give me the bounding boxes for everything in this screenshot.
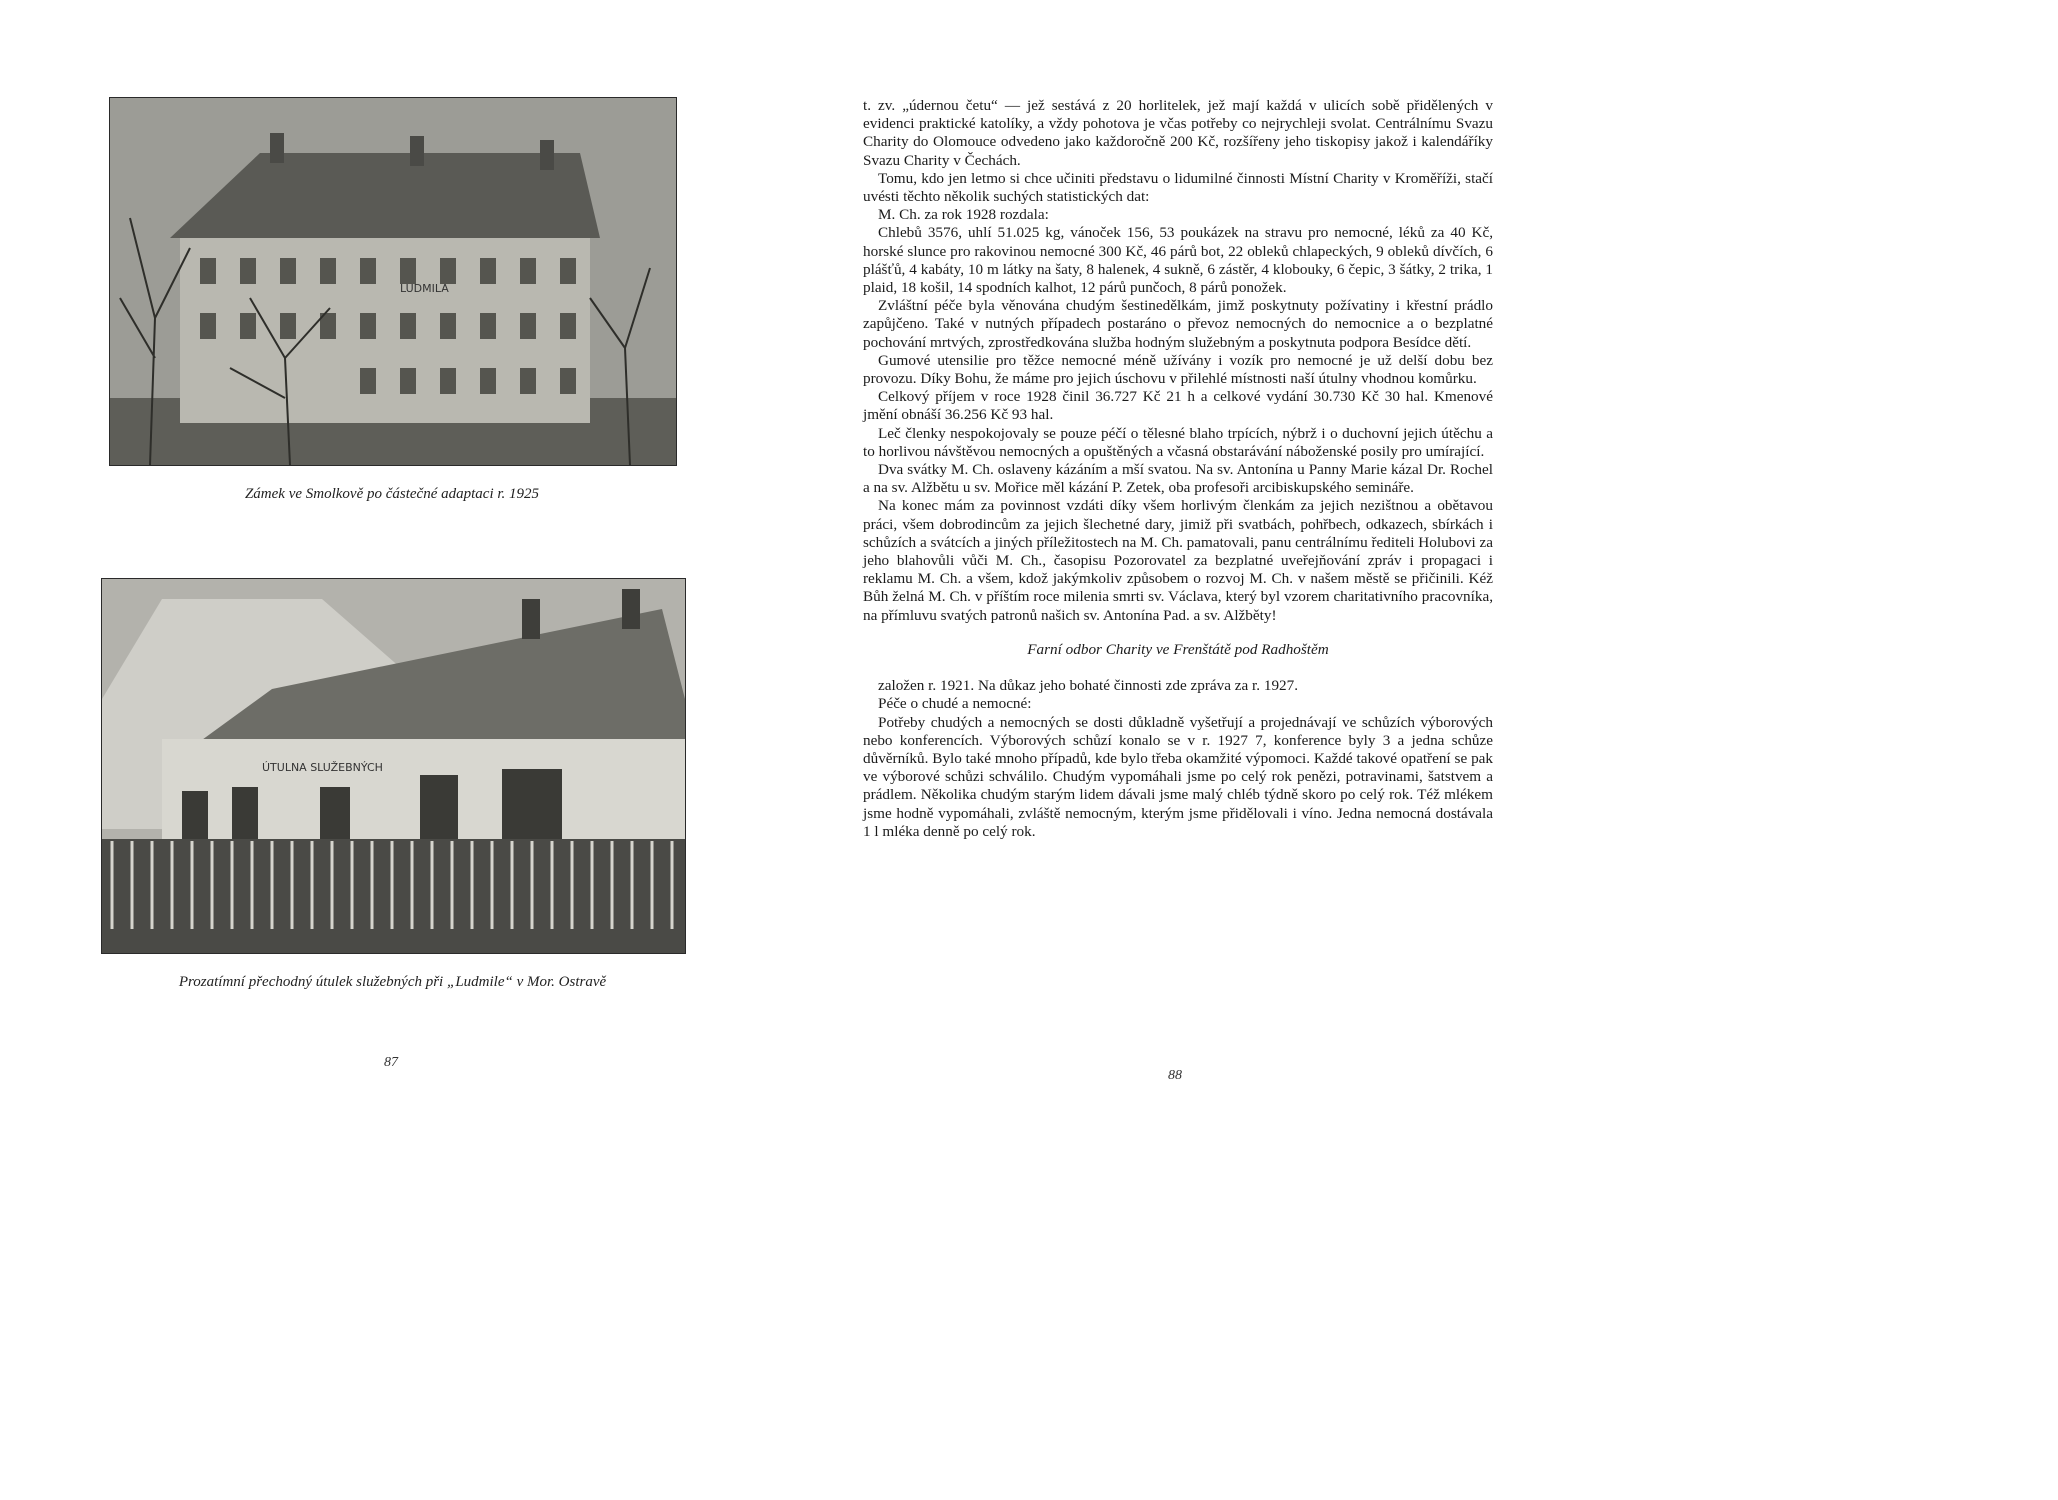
paragraph: Gumové utensilie pro těžce nemocné méně užívány i vozík pro nemocné je už delší dobu bez provozu. Díky Bohu, že máme pro jejich úschovu v přilehlé místnosti naší útulny vhodnou komůrku. xyxy=(863,351,1493,388)
paragraph: Celkový příjem v roce 1928 činil 36.727 Kč 21 h a celkové vydání 30.730 Kč 30 hal. Kmenové jmění obnáší 36.256 Kč 93 hal. xyxy=(863,388,1493,424)
shelter-sign: ÚTULNA SLUŽEBNÝCH xyxy=(262,761,383,774)
page-number-left: 87 xyxy=(384,1055,398,1070)
photo-servants-shelter xyxy=(101,578,686,954)
ludmila-sign: LUDMILA xyxy=(400,282,449,295)
paragraph: Chlebů 3576, uhlí 51.025 kg, vánoček 156, 53 poukázek na stravu pro nemocné, léků za 40 Kč, horské slunce pro rakovinou nemocné 300 Kč, 46 párů bot, 22 obleků chlapeckých, 9 obleků dívčích, 6 plášťů, 4 kabáty, 10 m látky na šaty, 8 halenek, 4 sukně, 6 zástěr, 4 klobouky, 6 čepic, 3 šátky, 2 trika, 1 plaid, 18 košil, 14 spodních kalhot, 12 párů punčoch, 8 párů ponožek. xyxy=(863,224,1493,297)
paragraph: Péče o chudé a nemocné: xyxy=(878,695,1032,713)
paragraph: Potřeby chudých a nemocných se dosti důkladně vyšetřují a projednávají ve schůzích výborových nebo konferencích. Výborových schůzí konalo se v r. 1927 7, konference byly 3 a jedna schůze důvěrníků. Bylo také mnoho případů, kde bylo třeba okamžité výpomoci. Každé takové opatření se pak ve výborové schůzi schválilo. Chudým vypomáhali jsme po celý rok penězi, potravinami, šatstvem a prádlem. Několika chudým starým lidem dávali jsme malý chléb týdně skoro po celý rok. Též mlékem jsme hodně vypomáhali, zvláště nemocným, kterým jsme přidělovali i víno. Jedna nemocná dostávala 1 l mléka denně po celý rok. xyxy=(863,713,1493,840)
page-number-right: 88 xyxy=(1168,1068,1182,1083)
photo-smolkov-chateau xyxy=(109,97,677,466)
photo2-caption: Prozatímní přechodný útulek služebných při „Ludmile“ v Mor. Ostravě xyxy=(178,974,607,990)
paragraph: Tomu, kdo jen letmo si chce učiniti představu o lidumilné činnosti Místní Charity v Kroměříži, stačí uvésti těchto několik suchých statistických dat: xyxy=(863,169,1493,206)
paragraph: Leč členky nespokojovaly se pouze péčí o tělesné blaho trpících, nýbrž i o duchovní jejich útěchu a to horlivou návštěvou nemocných a opuštěných a včasná obstarávání náboženské posily pro umírající. xyxy=(863,424,1493,460)
section-heading: Farní odbor Charity ve Frenštátě pod Radhoštěm xyxy=(1027,640,1329,658)
text-column xyxy=(863,97,1493,841)
paragraph: založen r. 1921. Na důkaz jeho bohaté činnosti zde zpráva za r. 1927. xyxy=(878,677,1299,695)
paragraph: t. zv. „údernou četu“ — jež sestává z 20 horlitelek, jež mají každá v ulicích sobě přidělených v evidenci praktické katolíky, a vždy pohotova je včas potřeby co nejrychleji svolat. Centrálnímu Svazu Charity do Olomouce odvedeno jako každoročně 200 Kč, rozšířeny jeho tiskopisy jakož i kalendáříky Svazu Charity v Čechách. xyxy=(863,97,1493,169)
photo1-caption: Zámek ve Smolkově po částečné adaptaci r. 1925 xyxy=(244,486,540,502)
paragraph: Zvláštní péče byla věnována chudým šestinedělkám, jimž poskytnuty požívatiny i křestní prádlo zapůjčeno. Také v nutných případech postaráno o převoz nemocných do nemocnice a o bezplatné pochování mrtvých, zprostředkována služba hodným služebným a poskytnuta podpora Besídce dětí. xyxy=(863,297,1493,351)
paragraph: Dva svátky M. Ch. oslaveny kázáním a mší svatou. Na sv. Antonína u Panny Marie kázal Dr. Rochel a na sv. Alžbětu u sv. Mořice měl kázání P. Zetek, oba profesoři arcibiskupského semináře. xyxy=(863,461,1493,497)
paragraph: Na konec mám za povinnost vzdáti díky všem horlivým členkám za jejich nezištnou a obětavou práci, všem dobrodincům za jejich šlechetné dary, jimiž při svatbách, pohřbech, odkazech, sbírkách i schůzích a svátcích a jiných příležitostech na M. Ch. pamatovali, panu centrálnímu řediteli Holubovi za jeho blahovůli vůči M. Ch., časopisu Pozorovatel za bezplatné uveřejňování zpráv i propagaci i reklamu M. Ch. a všem, kdož jakýmkoliv způsobem o rozvoj M. Ch. v našem městě se přičinili. Kéž Bůh želná M. Ch. v příštím roce milenia smrti sv. Václava, který byl vzorem charitativního pracovníka, na přímluvu svatých patronů našich sv. Antonína Pad. a sv. Alžběty! xyxy=(863,497,1493,624)
paragraph: M. Ch. za rok 1928 rozdala: xyxy=(878,206,1049,224)
